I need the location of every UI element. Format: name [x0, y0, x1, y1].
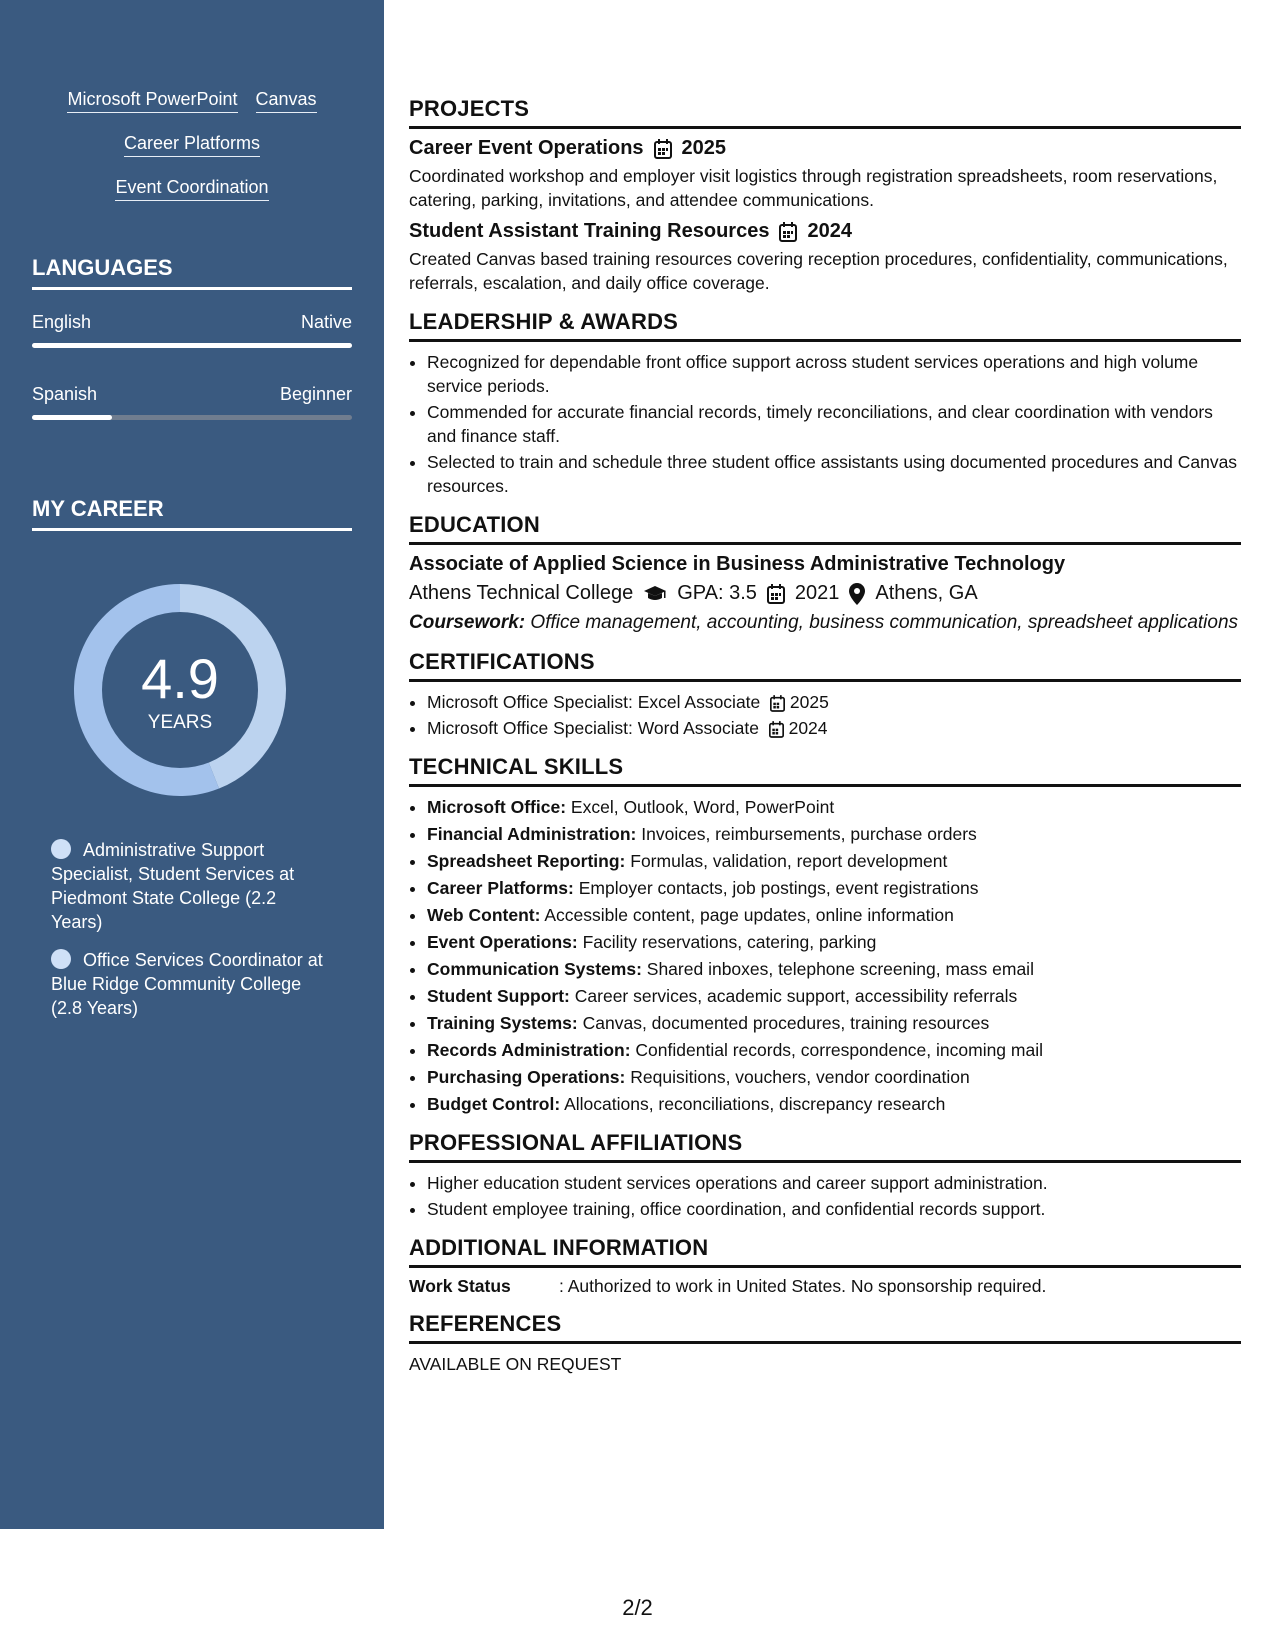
career-total: 4.9 — [141, 647, 219, 710]
calendar-icon — [779, 222, 797, 242]
project-year: 2024 — [807, 220, 852, 242]
skill-list-item: • Purchasing Operations: Requisitions, vouchers, vendor coordination — [427, 1065, 1241, 1089]
language-level: Native — [300, 312, 352, 332]
page-number: 2/2 — [622, 1595, 653, 1620]
project-item — [409, 220, 1241, 295]
language-bar — [32, 415, 352, 420]
sidebar — [0, 0, 384, 1529]
certifications-section — [409, 649, 1241, 740]
education-section — [409, 512, 1241, 635]
career-heading: MY CAREER — [32, 496, 352, 531]
career-item: Office Services Coordinator at Blue Ridge Community College (2.8 Years) — [51, 950, 323, 1018]
skill-list-item: • Training Systems: Canvas, documented procedures, training resources — [427, 1011, 1241, 1035]
skill-list-item: • Student Support: Career services, academic support, accessibility referrals — [427, 984, 1241, 1008]
career-item: Administrative Support Specialist, Student Services at Piedmont State College (2.2 Years) — [51, 840, 295, 932]
technical-skills-section — [409, 754, 1241, 1116]
skill-list-item: • Financial Administration: Invoices, reimbursements, purchase orders — [427, 822, 1241, 846]
career-legend-dot-icon — [51, 839, 71, 859]
calendar-icon — [767, 584, 785, 604]
school-name: Athens Technical College — [409, 582, 634, 604]
coursework: Coursework: Office management, accounting, business communication, spreadsheet applications — [409, 612, 1239, 633]
project-year: 2025 — [681, 137, 727, 159]
language-bar-fill — [32, 415, 112, 420]
project-description: Coordinated workshop and employer visit logistics through registration spreadsheets, room reservations, catering, parking, invitations, and attendee communications. — [409, 166, 1218, 210]
affiliations-section — [409, 1130, 1241, 1221]
calendar-icon — [770, 695, 785, 712]
additional-info-section — [409, 1235, 1241, 1297]
technical-skills-list — [409, 795, 1241, 1116]
graduation-cap-icon — [643, 585, 667, 603]
project-description: Created Canvas based training resources covering reception procedures, confidentiality, communications, referrals, escalation, and daily office coverage. — [409, 249, 1228, 293]
career-donut-chart — [66, 576, 294, 804]
skill-list-item: • Communication Systems: Shared inboxes, telephone screening, mass email — [427, 957, 1241, 981]
list-item: • Selected to train and schedule three student office assistants using documented procedures and Canvas resources. — [427, 450, 1241, 498]
leadership-heading: LEADERSHIP & AWARDS — [409, 309, 1241, 342]
languages-section — [32, 255, 352, 420]
list-item: • Student employee training, office coordination, and confidential records support. — [427, 1197, 1241, 1221]
skill-tags — [32, 88, 352, 220]
career-legend-dot-icon — [51, 949, 71, 969]
project-name: Student Assistant Training Resources — [409, 220, 770, 242]
additional-info-heading: ADDITIONAL INFORMATION — [409, 1235, 1241, 1268]
career-list — [51, 838, 331, 1034]
list-item: • Recognized for dependable front office support across student services operations and high volume service periods. — [427, 350, 1241, 398]
projects-section — [409, 96, 1241, 295]
calendar-icon — [769, 721, 784, 738]
references-section — [409, 1311, 1241, 1376]
skill-list-item: • Microsoft Office: Excel, Outlook, Word, PowerPoint — [427, 795, 1241, 819]
skill-list-item: • Event Operations: Facility reservations, catering, parking — [427, 930, 1241, 954]
skill-list-item: • Budget Control: Allocations, reconciliations, discrepancy research — [427, 1092, 1241, 1116]
graduation-year: 2021 — [794, 582, 840, 604]
work-status-label: Work Status — [409, 1276, 511, 1296]
list-item: • Higher education student services operations and career support administration. — [427, 1171, 1241, 1195]
language-item — [32, 384, 352, 420]
degree-title: Associate of Applied Science in Business Administrative Technology — [409, 553, 1066, 575]
project-name: Career Event Operations — [409, 137, 644, 159]
leadership-section — [409, 309, 1241, 498]
skill-list-item: • Web Content: Accessible content, page updates, online information — [427, 903, 1241, 927]
project-item — [409, 137, 1241, 212]
career-section — [32, 496, 352, 531]
list-item: • Commended for accurate financial records, timely reconciliations, and clear coordination with vendors and finance staff. — [427, 400, 1241, 448]
certifications-heading: CERTIFICATIONS — [409, 649, 1241, 682]
school-location: Athens, GA — [875, 582, 978, 604]
skill-tag-career-platforms[interactable]: Career Platforms — [124, 132, 260, 157]
projects-heading: PROJECTS — [409, 96, 1241, 129]
skill-tag-canvas[interactable]: Canvas — [256, 88, 317, 113]
skill-list-item: • Career Platforms: Employer contacts, job postings, event registrations — [427, 876, 1241, 900]
references-heading: REFERENCES — [409, 1311, 1241, 1344]
language-bar-fill — [32, 343, 352, 348]
map-pin-icon — [849, 583, 865, 605]
references-text: AVAILABLE ON REQUEST — [409, 1354, 622, 1374]
education-heading: EDUCATION — [409, 512, 1241, 545]
work-status-value: : Authorized to work in United States. No sponsorship required. — [559, 1276, 1047, 1296]
language-name: Spanish — [32, 384, 98, 404]
skill-list-item: • Records Administration: Confidential records, correspondence, incoming mail — [427, 1038, 1241, 1062]
skill-tag-powerpoint[interactable]: Microsoft PowerPoint — [67, 88, 237, 113]
skill-tag-event-coordination[interactable]: Event Coordination — [115, 176, 268, 201]
technical-skills-heading: TECHNICAL SKILLS — [409, 754, 1241, 787]
calendar-icon — [654, 139, 672, 159]
affiliations-heading: PROFESSIONAL AFFILIATIONS — [409, 1130, 1241, 1163]
career-unit: YEARS — [147, 712, 213, 733]
language-level: Beginner — [279, 384, 352, 404]
list-item: • Microsoft Office Specialist: Word Associate 2024 — [427, 716, 1241, 740]
language-name: English — [32, 312, 92, 332]
skill-list-item: • Spreadsheet Reporting: Formulas, validation, report development — [427, 849, 1241, 873]
gpa: GPA: 3.5 — [677, 582, 757, 604]
list-item: • Microsoft Office Specialist: Excel Associate 2025 — [427, 690, 1241, 714]
language-bar — [32, 343, 352, 348]
main-content — [409, 96, 1241, 1390]
languages-heading: LANGUAGES — [32, 255, 352, 290]
language-item — [32, 312, 352, 348]
